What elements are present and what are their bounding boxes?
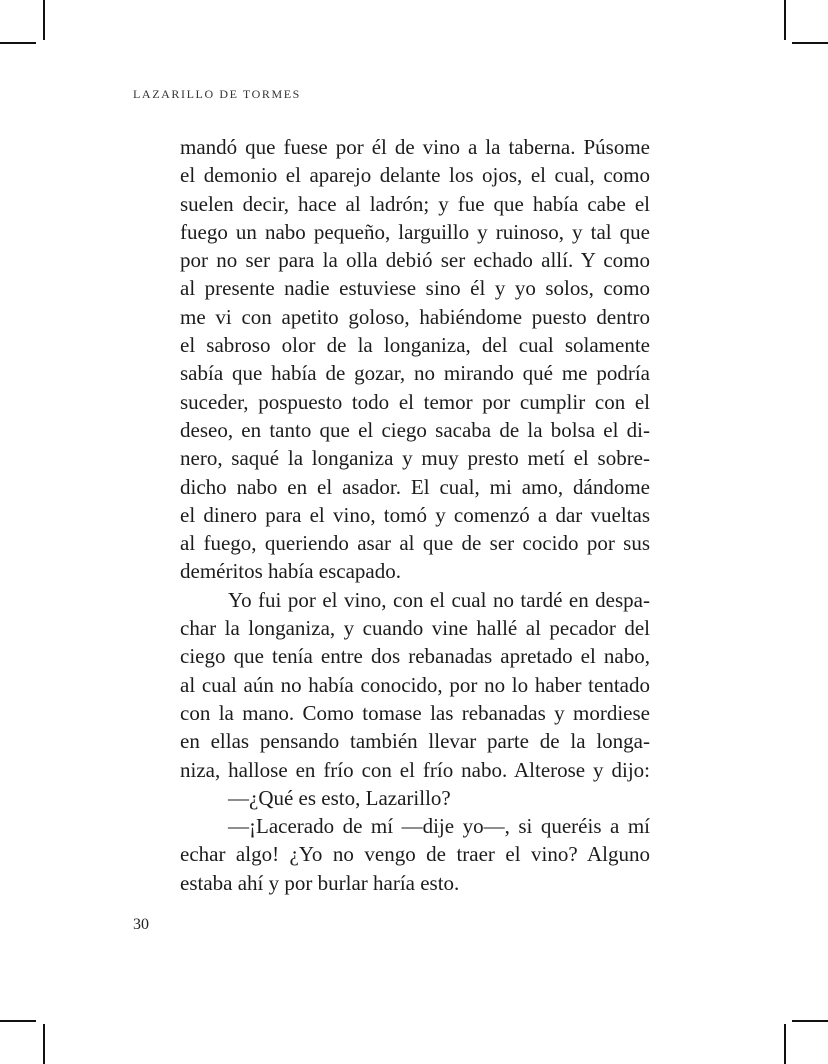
running-head: LAZARILLO DE TORMES [133, 87, 301, 101]
crop-mark-bottom-right-horizontal [792, 1020, 828, 1022]
text-line: sabía que había de gozar, no mirando qué me podría [180, 361, 650, 386]
text-line: en ellas pensando también llevar parte de la longa- [180, 729, 650, 754]
text-line: estaba ahí y por burlar haría esto. [180, 870, 460, 895]
crop-mark-bottom-right-vertical [784, 1024, 786, 1064]
text-line: Yo fui por el vino, con el cual no tardé en despa- [228, 587, 650, 612]
text-line: al presente nadie estuviese sino él y yo solos, como [180, 276, 650, 301]
text-line: —¡Lacerado de mí —dije yo—, si queréis a mí [228, 814, 650, 839]
text-line: dicho nabo en el asador. El cual, mi amo, dándome [180, 474, 650, 499]
text-line: nero, saqué la longaniza y muy presto metí el sobre- [180, 446, 650, 471]
crop-mark-top-left-horizontal [0, 42, 36, 44]
text-line: echar algo! ¿Yo no vengo de traer el vino? Alguno [180, 842, 650, 867]
crop-mark-bottom-left-horizontal [0, 1020, 36, 1022]
body-text [180, 133, 650, 897]
text-line: por no ser para la olla debió ser echado allí. Y como [180, 248, 650, 273]
crop-mark-bottom-left-vertical [43, 1024, 45, 1064]
text-line: char la longaniza, y cuando vine hallé al pecador del [180, 616, 650, 641]
text-line: niza, hallose en frío con el frío nabo. Alterose y dijo: [180, 757, 650, 782]
text-line: —¿Qué es esto, Lazarillo? [228, 785, 451, 810]
text-line: el dinero para el vino, tomó y comenzó a dar vueltas [180, 502, 650, 527]
text-line: con la mano. Como tomase las rebanadas y mordiese [180, 700, 650, 725]
text-line: fuego un nabo pequeño, larguillo y ruinoso, y tal que [180, 219, 650, 244]
text-line: deméritos había escapado. [180, 559, 401, 584]
crop-mark-top-right-horizontal [792, 42, 828, 44]
text-line: al fuego, queriendo asar al que de ser cocido por sus [180, 531, 650, 556]
text-line: suceder, pospuesto todo el temor por cumplir con el [180, 389, 650, 414]
text-line: suelen decir, hace al ladrón; y fue que había cabe el [180, 191, 650, 216]
text-line: al cual aún no había conocido, por no lo haber tentado [180, 672, 650, 697]
text-line: me vi con apetito goloso, habiéndome puesto dentro [180, 304, 650, 329]
crop-mark-top-left-vertical [43, 0, 45, 40]
text-line: mandó que fuese por él de vino a la taberna. Púsome [180, 135, 650, 159]
page-number: 30 [133, 916, 149, 933]
text-line: deseo, en tanto que el ciego sacaba de la bolsa el di- [180, 417, 650, 442]
crop-mark-top-right-vertical [784, 0, 786, 40]
text-line: ciego que tenía entre dos rebanadas apretado el nabo, [180, 644, 650, 669]
text-line: el demonio el aparejo delante los ojos, el cual, como [180, 163, 650, 188]
text-line: el sabroso olor de la longaniza, del cual solamente [180, 333, 650, 358]
